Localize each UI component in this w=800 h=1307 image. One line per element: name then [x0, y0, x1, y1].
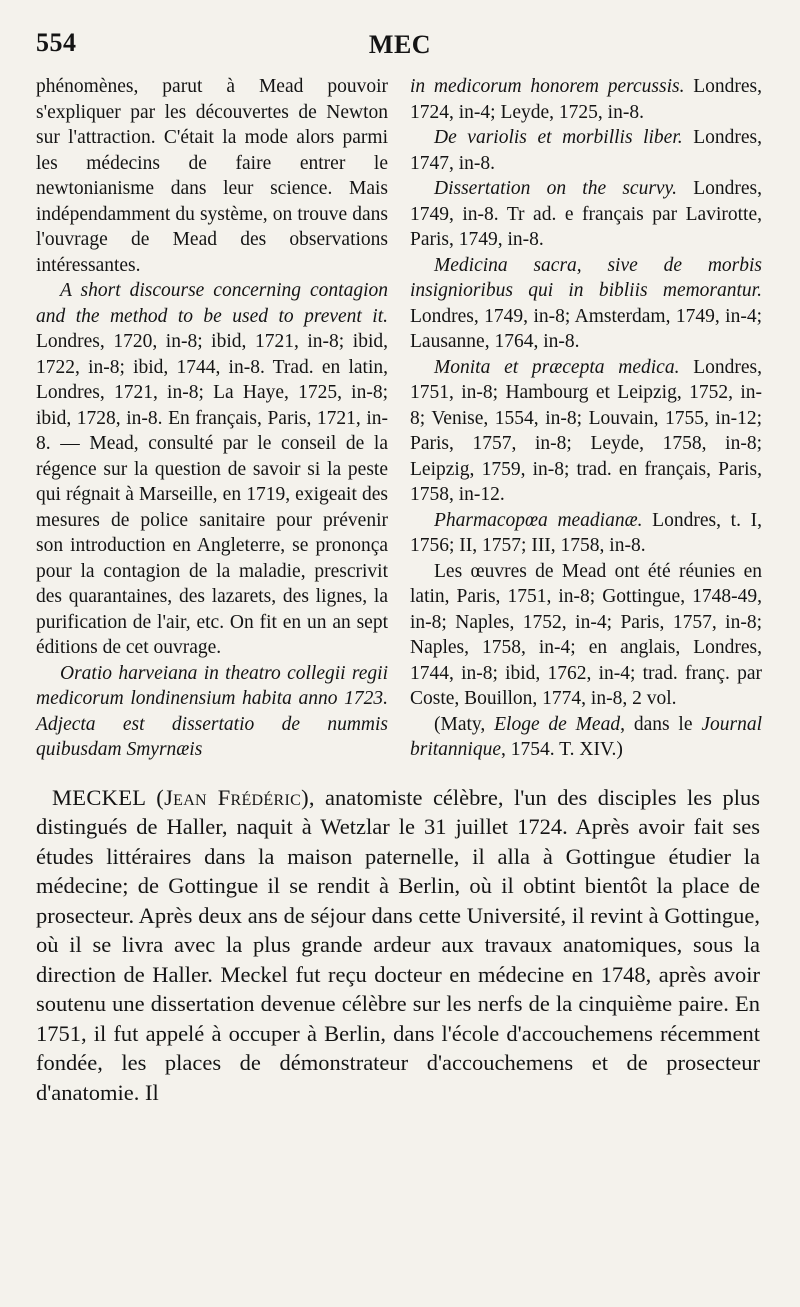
column-paragraph — [410, 253, 762, 355]
work-title: Journal britannique — [410, 713, 762, 760]
work-title: Oratio harveiana in theatro collegii regii medicorum londinensium habita anno 1723. Adjecta est dissertatio de nummis quibusdam Smyrnæis — [36, 662, 388, 760]
article-paragraph — [36, 783, 760, 1108]
work-title: Medicina sacra, sive de morbis insignioribus qui in bibliis memorantur. — [410, 254, 762, 301]
work-title: in medicorum honorem percussis. — [410, 76, 685, 97]
two-column-text — [36, 74, 762, 763]
right-column — [410, 74, 762, 763]
publication-details: Londres, 1720, in-8; ibid, 1721, in-8; ibid, 1722, in-8; ibid, 1744, in-8. Trad. en latin, Londres, 1721, in-8; La Haye, 1725, in-8; ibid, 1728, in-8. En français, Paris, 1721, in-8. — Mead, consulté par le conseil de la régence sur la question de savoir si la peste qui régnait à Marseille, en 1719, exigeait des mesures de police sanitaire pour prévenir son introduction en Angleterre, se prononça pour la contagion de la maladie, prescrivit des quarantaines, des lazarets, des lignes, la purification de l'air, etc. On fit en un an sept éditions de cet ouvrage. — [36, 331, 388, 658]
paragraph-text: Les œuvres de Mead ont été réunies en latin, Paris, 1751, in-8; Gottingue, 1748-49, in-8; Naples, 1752, in-4; Paris, 1757, in-8; Naples, 1758, in-4; en anglais, Londres, 1744, in-8; ibid, 1762, in-4; trad. franç. par Coste, Bouillon, 1774, in-8, 2 vol. — [410, 560, 762, 709]
column-paragraph — [410, 559, 762, 712]
publication-details: Londres, t. I, 1756; II, 1757; III, 1758, in-8. — [410, 509, 763, 556]
left-column — [36, 74, 388, 763]
publication-details: Londres, 1751, in-8; Hambourg et Leipzig, 1752, in-8; Venise, 1554, in-8; Louvain, 1755, in-12; Paris, 1757, in-8; Leyde, 1758, in-8; Leipzig, 1759, in-8; trad. en français, Paris, 1758, in-12. — [410, 356, 762, 505]
column-paragraph — [410, 74, 762, 125]
column-paragraph — [36, 661, 388, 763]
publication-details: Londres, 1749, in-8; Amsterdam, 1749, in-4; Lausanne, 1764, in-8. — [410, 305, 762, 352]
work-title: A short discourse concerning contagion and the method to be used to prevent it. — [36, 280, 388, 327]
publication-details: Londres, 1747, in-8. — [410, 127, 762, 174]
running-head: MEC — [368, 30, 432, 59]
publication-details: Londres, 1749, in-8. Tr ad. e français par Lavirotte, Paris, 1749, in-8. — [410, 178, 762, 250]
column-paragraph — [36, 74, 388, 278]
work-title: Monita et præcepta medica. — [434, 356, 680, 378]
paragraph-text: phénomènes, parut à Mead pouvoir s'expliquer par les découvertes de Newton sur l'attraction. C'était la mode alors parmi les médecins de faire entrer le newtonianisme dans leur science. Mais indépendamment du système, on trouve dans l'ouvrage de Mead des observations intéressantes. — [36, 76, 388, 276]
page-number: 554 — [36, 28, 77, 57]
column-paragraph — [36, 278, 388, 661]
article-headword: MECKEL (Jean Frédéric) — [52, 784, 309, 810]
column-paragraph — [410, 125, 762, 176]
column-paragraph — [410, 355, 762, 508]
work-title: Eloge de Mead — [494, 713, 621, 735]
work-title: Dissertation on the scurvy. — [434, 178, 678, 199]
meckel-article — [36, 783, 762, 1108]
work-title: Pharmacopœa meadianæ. — [434, 509, 643, 531]
citation-text: (Maty, — [434, 713, 495, 735]
article-body: , anatomiste célèbre, l'un des disciples les plus distingués de Haller, naquit à Wetzlar le 31 juillet 1724. Après avoir fait ses études littéraires dans la maison paternelle, il alla à Gottingue étudier la médecine; de Gottingue il se rendit à Berlin, où il obtint bientôt la place de prosecteur. Après deux ans de séjour dans cette Université, il revint à Gottingue, où il se livra avec la plus grande ardeur aux travaux anatomiques, sous la direction de Haller. Meckel fut reçu docteur en médecine en 1748, après avoir soutenu une dissertation devenue célèbre sur les nerfs de la cinquième paire. En 1751, il fut appelé à occuper à Berlin, dans l'école d'accouchemens récemment fondée, les places de démonstrateur d'accouchemens et de prosecteur d'anatomie. Il — [36, 784, 761, 1105]
publication-details: Londres, 1724, in-4; Leyde, 1725, in-8. — [410, 76, 762, 123]
column-paragraph — [410, 508, 762, 559]
column-paragraph — [410, 176, 762, 253]
headword-first-names: Jean Frédéric — [164, 784, 302, 810]
column-paragraph — [410, 712, 762, 763]
citation-text: , 1754. T. XIV.) — [501, 739, 623, 760]
citation-text: , dans le — [620, 713, 702, 735]
work-title: De variolis et morbillis liber. — [434, 127, 683, 148]
